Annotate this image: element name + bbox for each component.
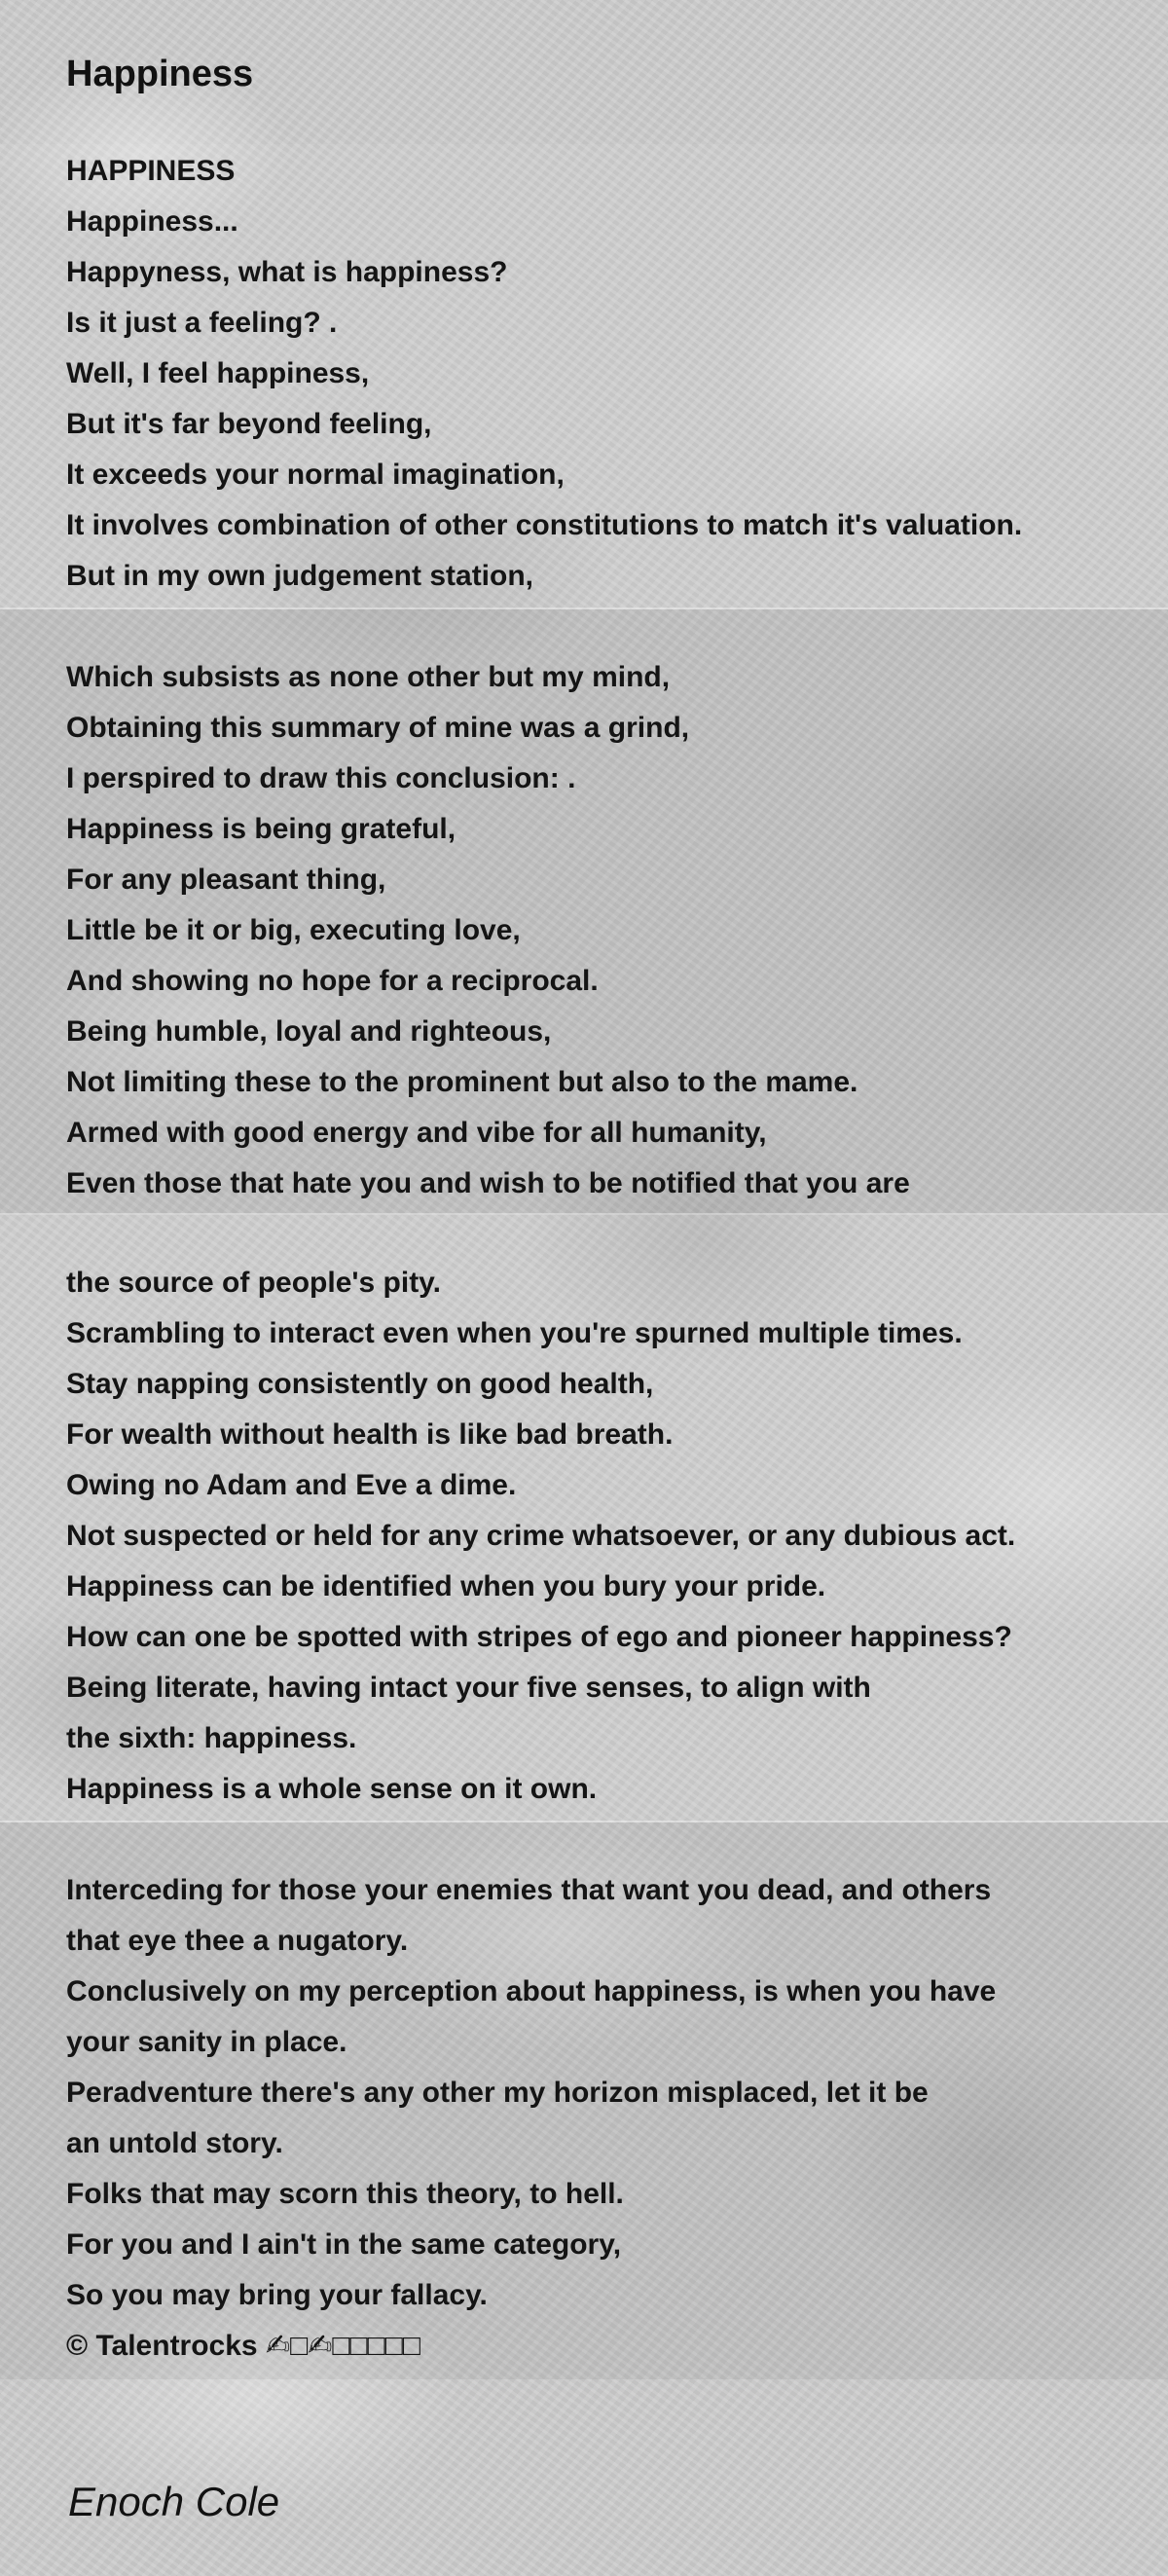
poem-line: Happiness is a whole sense on it own.	[66, 1773, 598, 1805]
poem-line: Happiness is being grateful,	[66, 813, 456, 845]
poem-line: Happiness can be identified when you bury your pride.	[66, 1570, 826, 1602]
poem-line: For wealth without health is like bad breath.	[66, 1418, 674, 1451]
poem-line: Which subsists as none other but my mind,	[66, 661, 671, 693]
poem-line: Happyness, what is happiness?	[66, 256, 508, 288]
poem-line: But in my own judgement station,	[66, 560, 533, 592]
poem-line: How can one be spotted with stripes of ego and pioneer happiness?	[66, 1621, 1012, 1653]
poem-line: Owing no Adam and Eve a dime.	[66, 1469, 517, 1501]
poem-line: Not suspected or held for any crime whatsoever, or any dubious act.	[66, 1520, 1016, 1552]
poem-line: For any pleasant thing,	[66, 864, 386, 896]
poem-line: So you may bring your fallacy.	[66, 2279, 488, 2311]
poem-line: It involves combination of other constitutions to match it's valuation.	[66, 509, 1023, 541]
stanza-2	[0, 609, 1168, 1215]
poem-line: Even those that hate you and wish to be notified that you are	[66, 1167, 910, 1199]
poem-line: Folks that may scorn this theory, to hell.	[66, 2178, 624, 2210]
poem-line: Scrambling to interact even when you're spurned multiple times.	[66, 1317, 963, 1349]
poem-line: But it's far beyond feeling,	[66, 408, 432, 440]
poem-line: Is it just a feeling? .	[66, 307, 338, 339]
poem-line: Obtaining this summary of mine was a grind,	[66, 712, 690, 744]
poem-line: And showing no hope for a reciprocal.	[66, 965, 599, 997]
copyright-line: © Talentrocks ✍︎□✍︎□□□□□	[66, 2330, 420, 2362]
author-name: Enoch Cole	[68, 2479, 280, 2524]
poem-line: Happiness...	[66, 205, 238, 238]
poem-line: It exceeds your normal imagination,	[66, 459, 565, 491]
poem-line: Peradventure there's any other my horizon misplaced, let it be	[66, 2077, 929, 2109]
poem-line: Armed with good energy and vibe for all humanity,	[66, 1117, 767, 1149]
poem-line: Little be it or big, executing love,	[66, 914, 521, 946]
poem-line: Interceding for those your enemies that want you dead, and others	[66, 1874, 992, 1906]
poem-line: Stay napping consistently on good health,	[66, 1368, 654, 1400]
poem-line: Being literate, having intact your five senses, to align with	[66, 1672, 871, 1704]
poem-line: the source of people's pity.	[66, 1267, 441, 1299]
poem-line: Conclusively on my perception about happiness, is when you have	[66, 1975, 997, 2007]
poem-line: Well, I feel happiness,	[66, 357, 370, 389]
poem-line: Being humble, loyal and righteous,	[66, 1015, 552, 1048]
poem-title: Happiness	[66, 54, 254, 94]
poem-line: your sanity in place.	[66, 2026, 347, 2058]
stanza-1	[0, 144, 1168, 609]
poem-line: HAPPINESS	[66, 155, 236, 187]
poem-line: For you and I ain't in the same category,	[66, 2228, 622, 2261]
poem-line: the sixth: happiness.	[66, 1722, 357, 1754]
stanza-4	[0, 1822, 1168, 2379]
stanza-3	[0, 1215, 1168, 1822]
poem-line: Not limiting these to the prominent but also to the mame.	[66, 1066, 858, 1098]
poem-line: that eye thee a nugatory.	[66, 1925, 409, 1957]
poem-line: I perspired to draw this conclusion: .	[66, 762, 576, 794]
poem-line: an untold story.	[66, 2127, 283, 2159]
